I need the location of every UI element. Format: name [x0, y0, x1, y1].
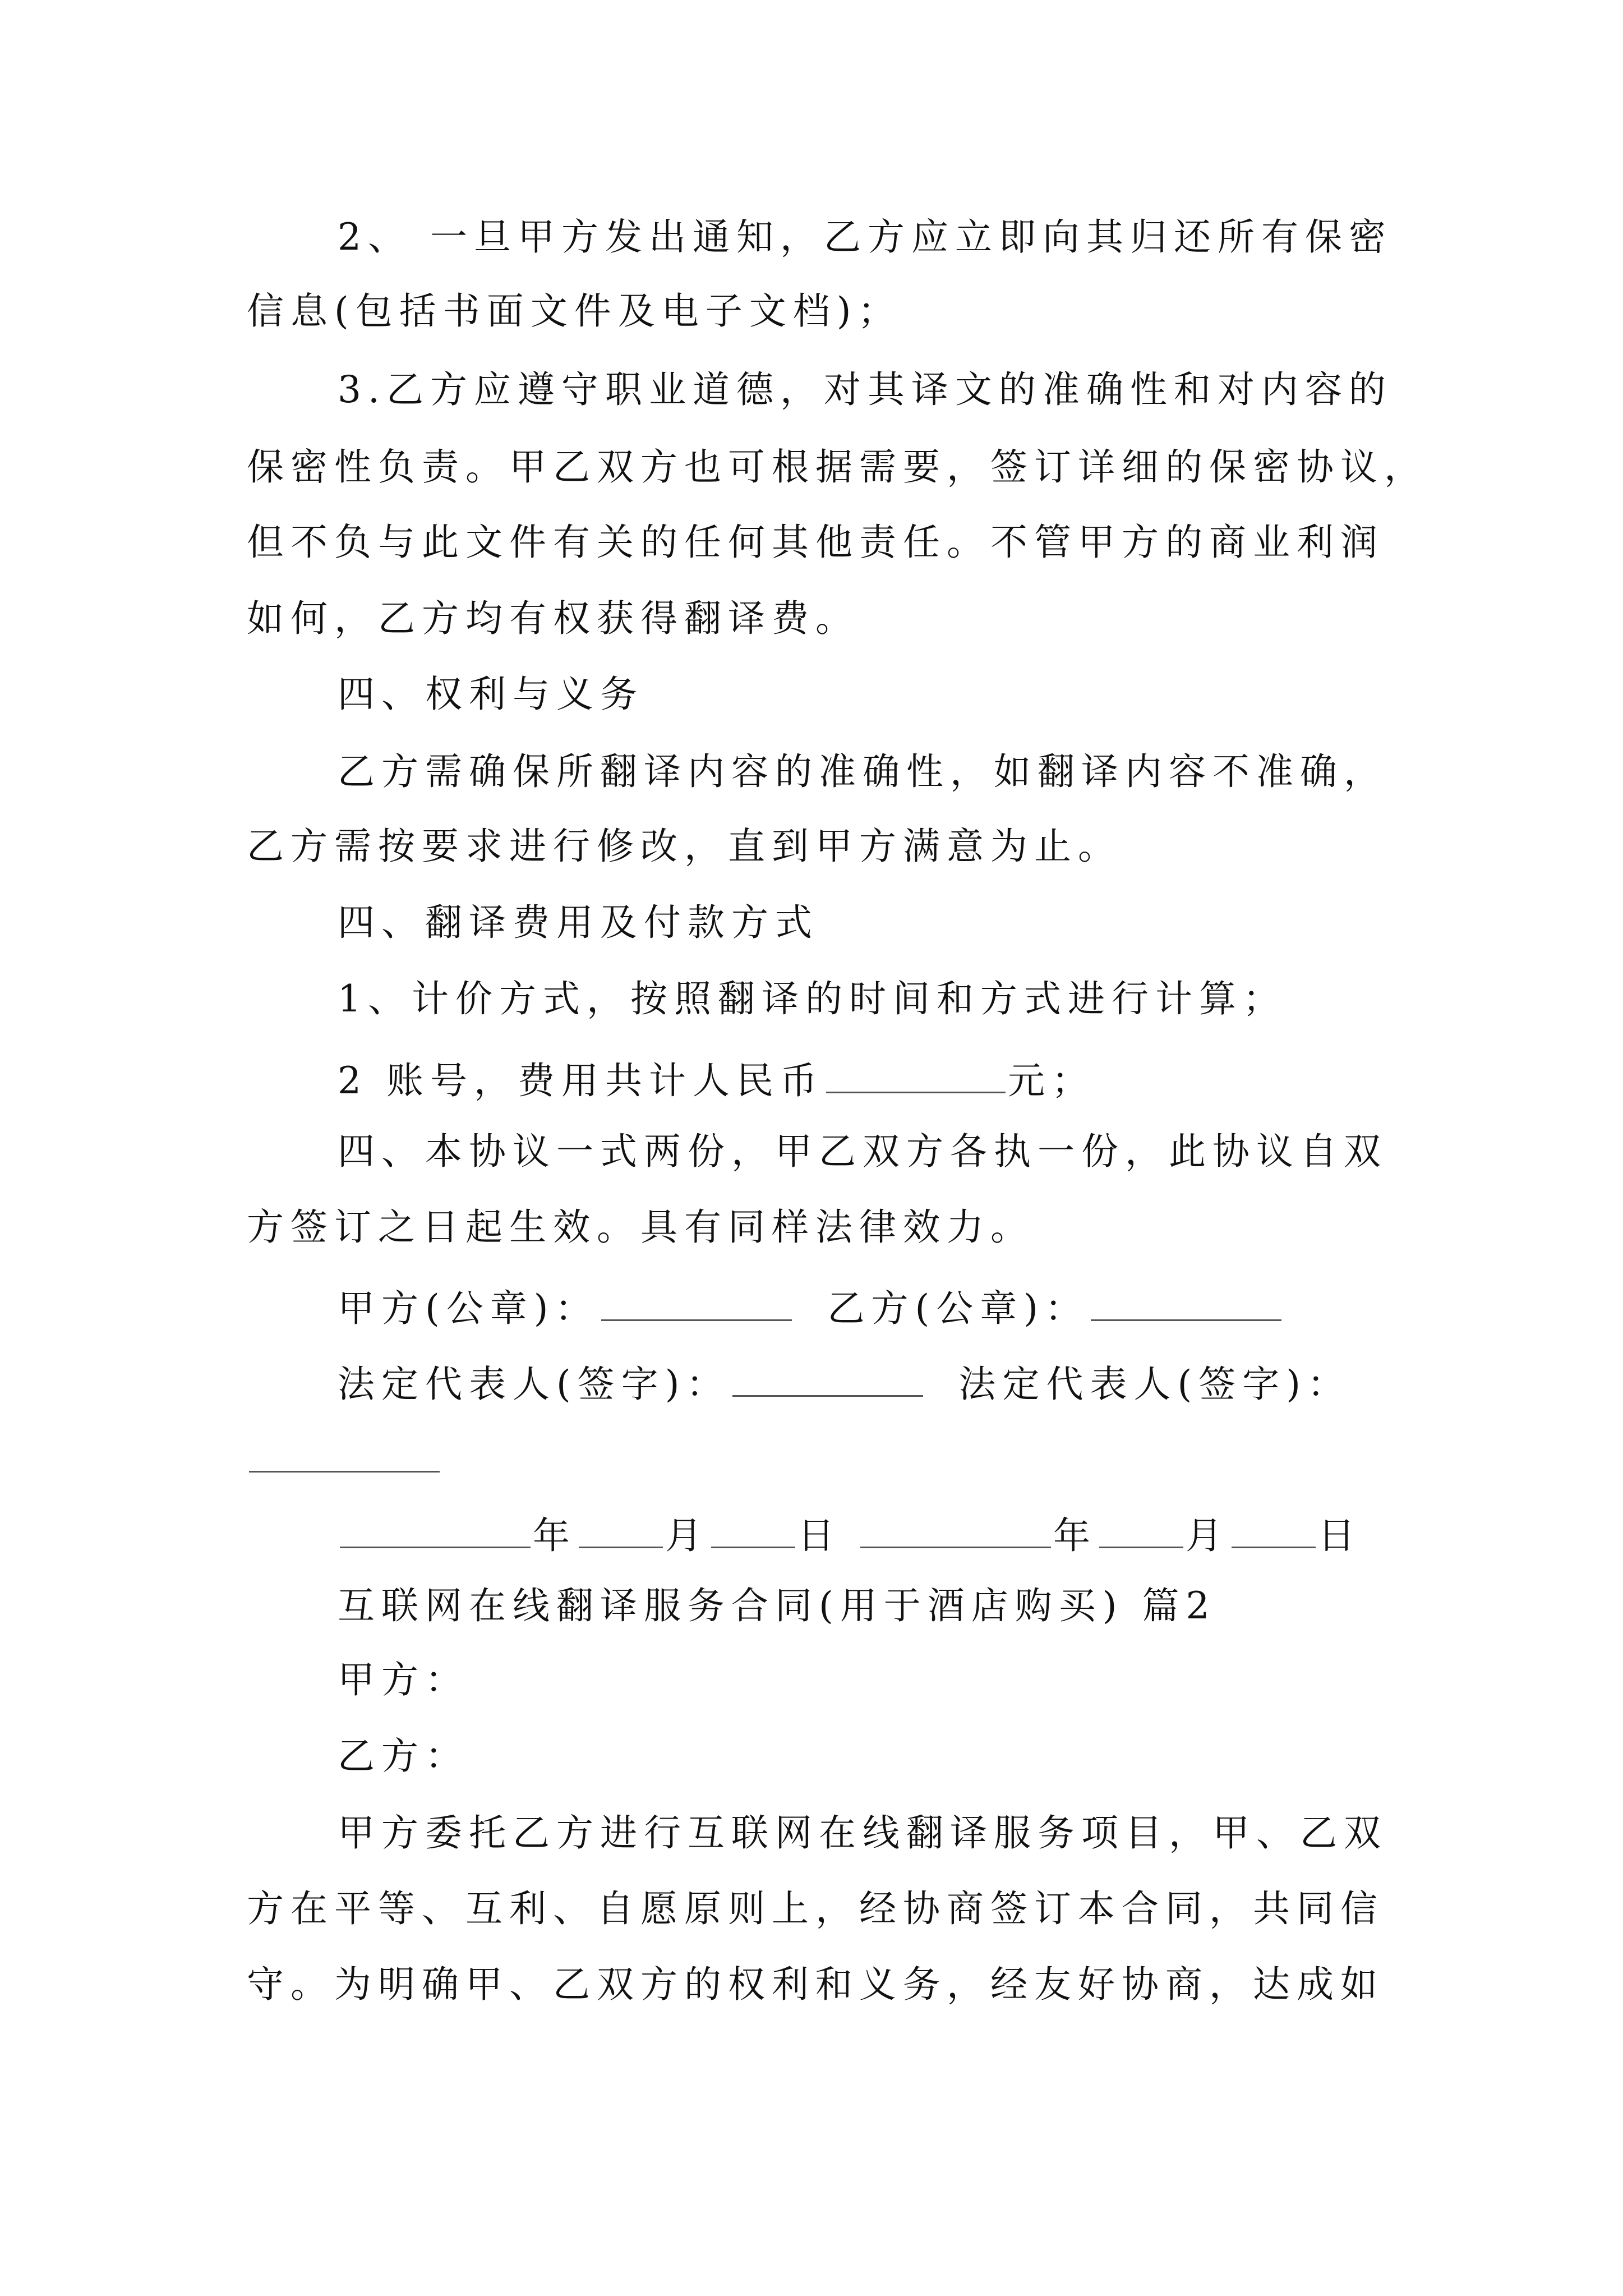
party-a-representative-label: 法定代表人(签字)：: [338, 1363, 730, 1406]
paragraph-copies-line-2: 方签订之日起生效。具有同样法律效力。: [247, 1205, 1034, 1249]
party-b-year-label: 年: [1053, 1514, 1097, 1557]
account-total-suffix: 元；: [1007, 1059, 1095, 1102]
paragraph-ethics-line-2: 保密性负责。甲乙双方也可根据需要，签订详细的保密协议，: [247, 445, 1428, 489]
party-a-month-blank: [579, 1512, 663, 1548]
paragraph-intro-line-1: 甲方委托乙方进行互联网在线翻译服务项目，甲、乙双: [338, 1811, 1387, 1855]
party-b-representative-blank-row: [0, 1436, 1623, 1479]
party-a-year-blank: [340, 1512, 531, 1548]
paragraph-ethics-line-1: 3.乙方应遵守职业道德，对其译文的准确性和对内容的: [338, 368, 1393, 411]
signature-seal-row: [0, 1285, 1623, 1330]
party-a-seal-blank: [601, 1285, 792, 1321]
party-b-seal-label: 乙方(公章)：: [827, 1287, 1089, 1330]
party-b-month-blank: [1099, 1512, 1183, 1548]
amount-blank: [826, 1057, 1006, 1093]
paragraph-pricing-method: 1、计价方式，按照翻译的时间和方式进行计算；: [338, 977, 1287, 1020]
party-b-representative-label: 法定代表人(签字)：: [958, 1363, 1351, 1406]
label-party-a: 甲方：: [338, 1658, 469, 1701]
paragraph-return-info-line-2: 信息(包括书面文件及电子文档)；: [247, 289, 902, 333]
signature-representative-row: [0, 1360, 1623, 1406]
paragraph-account-total: [0, 1057, 1623, 1102]
label-party-b: 乙方：: [338, 1734, 469, 1778]
paragraph-ethics-line-3: 但不负与此文件有关的任何其他责任。不管甲方的商业利润: [247, 521, 1384, 564]
paragraph-intro-line-3: 守。为明确甲、乙双方的权利和义务，经友好协商，达成如: [247, 1963, 1384, 2006]
party-a-month-label: 月: [665, 1514, 709, 1557]
party-a-day-label: 日: [797, 1514, 841, 1557]
party-a-seal-label: 甲方(公章)：: [338, 1287, 599, 1330]
paragraph-copies-line-1: 四、本协议一式两份，甲乙双方各执一份，此协议自双: [338, 1130, 1387, 1173]
party-b-month-label: 月: [1186, 1514, 1229, 1557]
paragraph-intro-line-2: 方在平等、互利、自愿原则上，经协商签订本合同，共同信: [247, 1887, 1384, 1930]
party-a-representative-blank: [732, 1360, 923, 1397]
party-b-year-blank: [860, 1512, 1051, 1548]
paragraph-accuracy-line-1: 乙方需确保所翻译内容的准确性，如翻译内容不准确，: [338, 750, 1387, 793]
date-row: [0, 1512, 1623, 1557]
heading-fees-payment: 四、翻译费用及付款方式: [338, 901, 819, 944]
party-b-day-blank: [1232, 1512, 1316, 1548]
paragraph-accuracy-line-2: 乙方需按要求进行修改，直到甲方满意为止。: [247, 825, 1122, 868]
paragraph-ethics-line-4: 如何，乙方均有权获得翻译费。: [247, 597, 859, 640]
party-a-year-label: 年: [533, 1514, 577, 1557]
party-b-representative-blank: [249, 1436, 440, 1473]
heading-rights-obligations: 四、权利与义务: [338, 673, 644, 716]
section-title-part-2: 互联网在线翻译服务合同(用于酒店购买) 篇2: [338, 1584, 1216, 1627]
party-a-day-blank: [711, 1512, 795, 1548]
paragraph-return-info-line-1: 2、 一旦甲方发出通知，乙方应立即向其归还所有保密: [338, 215, 1393, 259]
party-b-day-label: 日: [1318, 1514, 1362, 1557]
party-b-seal-blank: [1091, 1285, 1281, 1321]
account-total-prefix: 2 账号，费用共计人民币: [338, 1059, 824, 1102]
